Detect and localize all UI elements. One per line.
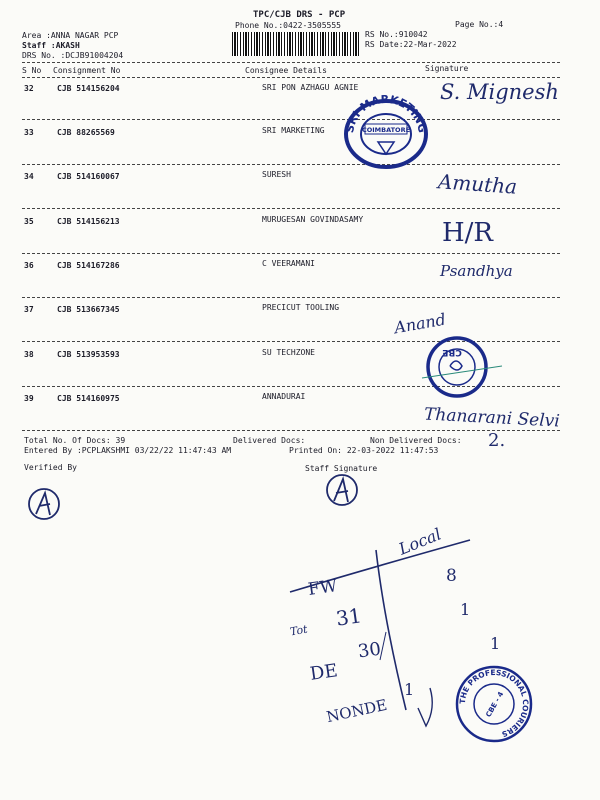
rs-no-label: RS No.:: [365, 30, 399, 39]
staff-value: AKASH: [55, 41, 80, 50]
signature-row-39: Thanarani Selvi: [423, 404, 561, 432]
column-divider: [22, 77, 560, 78]
row-consignee: MURUGESAN GOVINDASAMY: [262, 215, 364, 224]
area-value: ANNA NAGAR PCP: [50, 31, 119, 40]
row-sno: 34: [24, 172, 34, 181]
drs-line: [22, 51, 123, 60]
tally-col-local: Local: [396, 524, 444, 559]
rs-date-value: 22-Mar-2022: [403, 40, 457, 49]
tally-tot-value: 31: [334, 603, 363, 631]
sri-marketing-stamp: [343, 92, 429, 168]
tally-local-value: 8: [446, 566, 457, 586]
row-consignee: SU TECHZONE: [262, 348, 315, 357]
page-number-line: [455, 20, 503, 29]
entered-by-label: Entered By :: [24, 446, 82, 455]
staff-label: Staff :: [22, 41, 56, 50]
report-title: TPC/CJB DRS - PCP: [253, 10, 346, 20]
drs-value: DCJB91004204: [65, 51, 124, 60]
col-header-consignment: Consignment No: [53, 66, 121, 75]
signature-row-36: Psandhya: [440, 262, 513, 280]
row-sno: 37: [24, 305, 34, 314]
row-consignment: CJB 513667345: [57, 305, 120, 314]
row-consignment: CJB 513953593: [57, 350, 120, 359]
tally-col-fw: FW: [306, 576, 339, 600]
tally-de-value: 30: [356, 638, 383, 663]
drs-label: DRS No. :: [22, 51, 66, 60]
row-consignment: CJB 514160067: [57, 172, 120, 181]
row-consignment: CJB 88265569: [57, 128, 115, 137]
staff-signature-mark: [324, 472, 360, 508]
total-docs-line: [24, 436, 125, 445]
barcode-image: [232, 32, 360, 56]
row-sno: 35: [24, 217, 34, 226]
row-divider: [22, 164, 560, 165]
stamp-text-coimbatore: COIMBATORE: [361, 126, 411, 134]
delivered-docs-label: Delivered Docs:: [233, 436, 306, 445]
row-divider: [22, 253, 560, 254]
col-header-consignee: Consignee Details: [245, 66, 327, 75]
row-divider: [22, 119, 560, 120]
row-consignment: CJB 514167286: [57, 261, 120, 270]
page-label: Page No.:: [455, 20, 499, 29]
staff-line: [22, 41, 80, 50]
row-consignee: SRI MARKETING: [262, 126, 325, 135]
row-consignment: CJB 514156213: [57, 217, 120, 226]
non-delivered-docs-label: Non Delivered Docs:: [370, 436, 462, 445]
printed-on-value: 22-03-2022 11:47:53: [346, 446, 439, 455]
tally-de-label: DE: [308, 660, 339, 685]
header-divider: [22, 62, 560, 63]
page-number: 4: [498, 20, 504, 29]
entered-by-line: [24, 446, 231, 455]
row-divider: [22, 297, 560, 298]
signature-row-34: Amutha: [437, 169, 518, 199]
row-consignee: SRI PON AZHAGU AGNIE: [262, 83, 359, 92]
tally-tot-label: Tot: [289, 622, 309, 639]
printed-on-line: [289, 446, 438, 455]
total-docs-label: Total No. Of Docs:: [24, 436, 111, 445]
rs-no-value: 910042: [398, 30, 428, 39]
phone-line: [235, 21, 341, 30]
cbe-round-stamp: [412, 336, 502, 398]
signature-row-35: H/R: [442, 218, 494, 248]
phone-number: 0422-3505555: [283, 21, 341, 30]
rs-no-line: [365, 30, 428, 39]
verified-initials-mark: [26, 486, 62, 522]
stamp-text-professional: THE PROFESSIONAL COURIERS: [457, 667, 531, 739]
row-consignee: PRECICUT TOOLING: [262, 303, 340, 312]
row-divider: [22, 208, 560, 209]
row-consignee: ANNADURAI: [262, 392, 306, 401]
area-line: [22, 31, 118, 40]
tally-local-row3: 1: [490, 634, 501, 653]
row-sno: 39: [24, 394, 34, 403]
professional-couriers-stamp: [454, 664, 534, 744]
row-consignee: SURESH: [262, 170, 291, 179]
phone-label: Phone No.:: [235, 21, 284, 30]
staff-signature-label: Staff Signature: [305, 464, 378, 473]
tally-nonde-value: 1: [404, 680, 415, 699]
stamp-text-cbe: CBE: [442, 347, 462, 357]
row-consignee: C VEERAMANI: [262, 259, 315, 268]
verified-by-label: Verified By: [24, 463, 77, 472]
tally-local-row2: 1: [460, 600, 471, 619]
rs-date-line: [365, 40, 457, 49]
col-header-sno: S No: [22, 66, 42, 75]
row-consignment: CJB 514156204: [57, 84, 120, 93]
stamp-text-sri-marketing: SRI MARKETING: [343, 92, 429, 134]
row-sno: 38: [24, 350, 34, 359]
area-label: Area :: [22, 31, 51, 40]
rs-date-label: RS Date:: [365, 40, 404, 49]
row-sno: 36: [24, 261, 34, 270]
tally-nonde-label: NONDE: [324, 695, 389, 727]
row-divider: [22, 430, 560, 431]
row-sno: 32: [24, 84, 34, 93]
entered-by-value: PCPLAKSHMI 03/22/22 11:47:43 AM: [81, 446, 232, 455]
non-delivered-docs-value: 2.: [488, 430, 506, 451]
signature-row-32: S. Mignesh: [440, 80, 559, 104]
signature-row-37: Anand: [392, 309, 448, 338]
row-sno: 33: [24, 128, 34, 137]
col-header-signature: Signature: [425, 64, 469, 73]
total-docs-value: 39: [115, 436, 126, 445]
row-consignment: CJB 514160975: [57, 394, 120, 403]
stamp-text-cbe4: CBE - 4: [484, 690, 506, 719]
printed-on-label: Printed On:: [289, 446, 342, 455]
